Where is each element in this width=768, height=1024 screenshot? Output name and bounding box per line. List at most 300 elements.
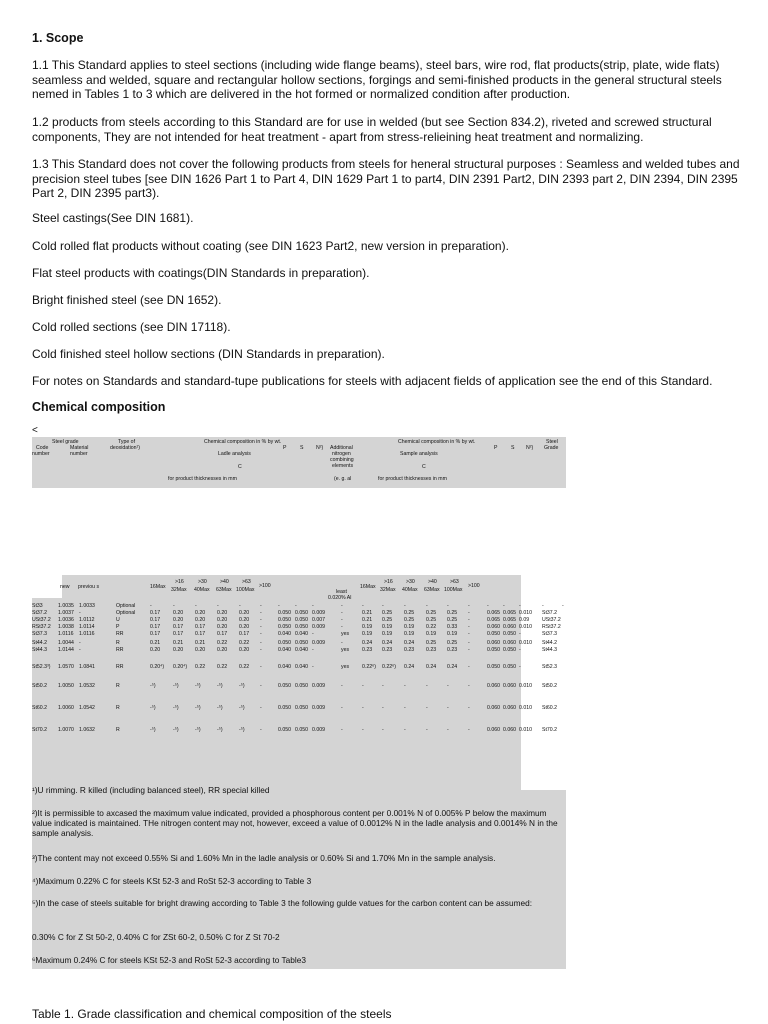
- footnote-6: ⁶Maximum 0.24% C for steels KSt 52-3 and RoSt 52-3 according to Table3: [32, 955, 306, 965]
- table-cell: 1.0038: [58, 624, 74, 630]
- header-code: Code: [36, 445, 49, 451]
- table-cell: -: [447, 603, 449, 609]
- table-cell: 0.17: [239, 631, 250, 637]
- table-cell: 0.050: [487, 664, 500, 670]
- table-cell: 0.23: [426, 647, 437, 653]
- chemical-composition-heading: Chemical composition: [32, 400, 166, 414]
- table-cell: 0.050: [278, 610, 291, 616]
- subhead-ladle-40: 40Max: [194, 587, 210, 593]
- table-cell: 0.17: [217, 631, 228, 637]
- table-cell: 0.20: [173, 647, 184, 653]
- table-cell: 1.0532: [79, 683, 95, 689]
- scope-heading: 1. Scope: [32, 31, 84, 45]
- table-cell: -⁵): [239, 727, 245, 733]
- table-cell: Optional: [116, 603, 136, 609]
- table-cell: 0.010: [519, 624, 532, 630]
- table-cell: -: [150, 603, 152, 609]
- table-cell: 0.060: [503, 683, 516, 689]
- table-cell: -: [312, 664, 314, 670]
- table-cell: -: [260, 705, 262, 711]
- footnote-4: ⁴)Maximum 0.22% C for steels KSt 52-3 and RoSt 52-3 according to Table 3: [32, 876, 312, 886]
- table-cell: -: [260, 727, 262, 733]
- table-cell: -: [447, 683, 449, 689]
- table-cell: 0.21: [362, 610, 373, 616]
- table-cell: USt37.2: [32, 617, 51, 623]
- table-cell: -: [362, 727, 364, 733]
- table-cell: -: [447, 705, 449, 711]
- table-cell: 0.20: [239, 647, 250, 653]
- table-cell: 0.21: [195, 640, 206, 646]
- table-cell: 0.20: [217, 647, 228, 653]
- table-row: [32, 631, 566, 638]
- table-cell: 0.060: [487, 727, 500, 733]
- cold-rolled-flat-line: Cold rolled flat products without coating (see DIN 1623 Part2, new version in preparation).: [32, 239, 509, 253]
- table-cell: -: [562, 603, 564, 609]
- table-row: [32, 640, 566, 647]
- table-cell: RR: [116, 664, 124, 670]
- table-cell: -: [260, 683, 262, 689]
- table-cell: 0.040: [278, 631, 291, 637]
- table-cell: 0.010: [519, 683, 532, 689]
- subhead-sample-gt40: >40: [428, 579, 437, 585]
- table-cell: 0.050: [295, 683, 308, 689]
- table-cell: 1.0033: [79, 603, 95, 609]
- table-cell: yes: [341, 664, 350, 670]
- table-cell: 0.24: [404, 664, 415, 670]
- table-cell: 0.060: [503, 640, 516, 646]
- table-cell: 0.17: [150, 610, 161, 616]
- table-header-band: [32, 437, 566, 488]
- table-cell: 0.22: [239, 640, 250, 646]
- table-cell: -: [468, 664, 470, 670]
- table-cell: St44.2: [32, 640, 47, 646]
- table-cell: -: [519, 647, 521, 653]
- table-cell: 0.25: [404, 610, 415, 616]
- table-row: [32, 647, 566, 654]
- table-cell: RR: [116, 631, 124, 637]
- table-cell: 0.19: [362, 631, 373, 637]
- table-cell: -⁵): [239, 683, 245, 689]
- table-cell: 0.23: [404, 647, 415, 653]
- table-cell: 0.060: [503, 624, 516, 630]
- table-cell: -: [468, 610, 470, 616]
- header-chem-comp-ladle: Chemical composition in % by wt.: [204, 439, 282, 445]
- header-p-sample: P: [494, 445, 498, 451]
- table-cell: St33: [32, 603, 43, 609]
- table-cell: 0.060: [487, 640, 500, 646]
- table-cell: 0.25: [426, 640, 437, 646]
- table-cell: -: [404, 683, 406, 689]
- subhead-least: least: [336, 589, 347, 595]
- table-cell: 0.20: [239, 610, 250, 616]
- table-cell: -⁵): [217, 727, 223, 733]
- table-cell: -⁵): [150, 705, 156, 711]
- table-cell: 0.21: [173, 640, 184, 646]
- table-cell: 0.040: [295, 647, 308, 653]
- table-cell: 1.0044: [58, 640, 74, 646]
- table-cell: 0.19: [404, 631, 415, 637]
- table-cell: -: [426, 683, 428, 689]
- table-cell: 0.20: [195, 610, 206, 616]
- header-type-of: Type of: [118, 439, 136, 445]
- table-cell: 0.040: [278, 664, 291, 670]
- table-cell: 0.20: [217, 610, 228, 616]
- header-combining: combining: [330, 457, 354, 463]
- table-cell: -⁵): [195, 683, 201, 689]
- table-cell: -: [468, 640, 470, 646]
- table-cell: RSt37.2: [32, 624, 51, 630]
- table-cell: -: [468, 617, 470, 623]
- table-cell: -⁵): [217, 683, 223, 689]
- header-chem-comp-sample: Chemical composition in % by wt.: [398, 439, 476, 445]
- table-cell: 0.050: [295, 624, 308, 630]
- table-cell: -: [468, 631, 470, 637]
- table-cell: -: [260, 640, 262, 646]
- table-cell: -: [426, 705, 428, 711]
- table-cell: 1.0632: [79, 727, 95, 733]
- table-cell: 0.17: [150, 617, 161, 623]
- table-cell: -: [382, 727, 384, 733]
- table-cell: -: [260, 610, 262, 616]
- table-cell: St37.2: [32, 610, 47, 616]
- header-steel: Steel: [546, 439, 558, 445]
- table-cell: 0.25: [404, 617, 415, 623]
- table-cell: R: [116, 683, 120, 689]
- table-cell: St70.2: [32, 727, 47, 733]
- table-cell: 0.050: [295, 640, 308, 646]
- table-cell: 0.19: [447, 631, 458, 637]
- table-cell: 0.009: [312, 683, 325, 689]
- table-cell: 0.33: [447, 624, 458, 630]
- table-cell: 1.0035: [58, 603, 74, 609]
- header-steel-grade: Steel grade: [52, 439, 79, 445]
- table-cell: 0.21: [362, 617, 373, 623]
- table-cell: 0.065: [503, 610, 516, 616]
- table-cell: R: [116, 705, 120, 711]
- table-cell: -: [468, 683, 470, 689]
- header-sample-analysis: Sample analysis: [400, 451, 438, 457]
- header-n-sample: N²): [526, 445, 534, 451]
- table-cell: 0.23: [382, 647, 393, 653]
- table-cell: -: [519, 603, 521, 609]
- table-cell: -: [341, 610, 343, 616]
- table-cell: 0.20: [195, 647, 206, 653]
- subhead-sample-16: 16Max: [360, 584, 376, 590]
- header-ladle-analysis: Ladle analysis: [218, 451, 251, 457]
- table-cell: 1.0060: [58, 705, 74, 711]
- table-cell: -⁵): [150, 727, 156, 733]
- table-cell: 0.22: [217, 640, 228, 646]
- table-cell: -: [260, 603, 262, 609]
- table-blank-right: [521, 575, 566, 598]
- table-cell: yes: [341, 631, 350, 637]
- steel-castings-line: Steel castings(See DIN 1681).: [32, 211, 194, 225]
- subhead-ladle-63: 63Max: [216, 587, 232, 593]
- table-cell: -: [341, 705, 343, 711]
- table-cell: 0.009: [312, 727, 325, 733]
- table-cell: St44.2: [542, 640, 557, 646]
- table-cell: 0.050: [295, 610, 308, 616]
- table-cell: 1.0112: [79, 617, 95, 623]
- table-cell: 0.22⁶): [382, 664, 396, 670]
- table-cell: St60.2: [32, 705, 47, 711]
- footnote-3: ³)The content may not exceed 0.55% Si and 1.60% Mn in the ladle analysis or 0.60% Si and 1.70% Mn in the sample analysis.: [32, 853, 496, 863]
- table-cell: -: [382, 683, 384, 689]
- table-cell: St44.3: [542, 647, 557, 653]
- subhead-sample-gt16: >16: [384, 579, 393, 585]
- table-cell: 0.23: [362, 647, 373, 653]
- table-cell: 0.17: [173, 624, 184, 630]
- table-cell: -: [79, 647, 81, 653]
- cold-rolled-sections-line: Cold rolled sections (see DIN 17118).: [32, 320, 231, 334]
- table-cell: 0.19: [426, 631, 437, 637]
- table-cell: 0.21: [150, 640, 161, 646]
- table-cell: -: [239, 603, 241, 609]
- table-cell: 0.065: [487, 617, 500, 623]
- table-cell: 1.0116: [79, 631, 95, 637]
- table-cell: -: [278, 603, 280, 609]
- table-cell: -: [260, 647, 262, 653]
- subhead-ladle-gt100: >100: [259, 583, 271, 589]
- footnote-1: ¹)U rimming. R killed (including balanced steel), RR special killed: [32, 785, 270, 795]
- table-cell: St52.3³): [32, 664, 51, 670]
- table-cell: RR: [116, 647, 124, 653]
- table-cell: -: [519, 631, 521, 637]
- table-cell: -: [79, 640, 81, 646]
- coated-flat-line: Flat steel products with coatings(DIN Standards in preparation).: [32, 266, 370, 280]
- table-cell: -: [260, 664, 262, 670]
- table-cell: 0.24: [382, 640, 393, 646]
- table-cell: -: [79, 610, 81, 616]
- table-cell: 0.050: [503, 631, 516, 637]
- table-cell: 0.050: [278, 617, 291, 623]
- table-cell: -: [173, 603, 175, 609]
- hollow-sections-line: Cold finished steel hollow sections (DIN Standards in preparation).: [32, 347, 385, 361]
- scope-paragraph-1-2: 1.2 products from steels according to this Standard are for use in welded (but see Section 834.2), riveted and screwed structural components, They are not intended for heat treatment - apart from stress-relieining heat treatment and normalizing.: [32, 115, 712, 144]
- table-cell: 0.22⁶): [362, 664, 376, 670]
- table-cell: 0.22: [426, 624, 437, 630]
- footnote-5-values: 0.30% C for Z St 50-2, 0.40% C for ZSt 60-2, 0.50% C for Z St 70-2: [32, 932, 280, 942]
- table-cell: -: [341, 727, 343, 733]
- table-cell: R: [116, 640, 120, 646]
- table-cell: R: [116, 727, 120, 733]
- header-nitrogen: nitrogen: [332, 451, 351, 457]
- table-cell: -: [312, 647, 314, 653]
- table-cell: 0.25: [382, 617, 393, 623]
- table-cell: 0.24: [404, 640, 415, 646]
- subhead-new: new: [60, 584, 70, 590]
- table-cell: 0.065: [503, 617, 516, 623]
- table-cell: -⁵): [195, 727, 201, 733]
- table-cell: -⁵): [173, 727, 179, 733]
- table-cell: -: [468, 647, 470, 653]
- table-cell: -: [195, 603, 197, 609]
- table-cell: 0.20⁴): [150, 664, 165, 670]
- table-cell: 1.0116: [58, 631, 74, 637]
- table-cell: Optional: [116, 610, 136, 616]
- header-material: Material: [70, 445, 89, 451]
- table-cell: 1.0570: [58, 664, 74, 670]
- table-cell: 0.009: [312, 610, 325, 616]
- table-cell: 0.050: [278, 683, 291, 689]
- footnote-5: ⁵)In the case of steels suitable for bright drawing according to Table 3 the following gulde vatues for the carbon content can be assumed:: [32, 898, 533, 908]
- header-eg-al: (e. g. al: [334, 476, 352, 482]
- subhead-ladle-gt16: >16: [175, 579, 184, 585]
- table-cell: 0.050: [295, 727, 308, 733]
- table-cell: 0.17: [150, 624, 161, 630]
- table-cell: 0.24: [426, 664, 437, 670]
- subhead-sample-40: 40Max: [402, 587, 418, 593]
- table-cell: 0.050: [278, 705, 291, 711]
- subhead-ladle-gt40: >40: [220, 579, 229, 585]
- table-cell: -⁵): [173, 705, 179, 711]
- table-cell: -⁵): [239, 705, 245, 711]
- table-cell: -: [362, 683, 364, 689]
- notes-line: For notes on Standards and standard-tupe publications for steels with adjacent fields of application see the end of this Standard.: [32, 374, 713, 388]
- table-cell: 0.050: [278, 727, 291, 733]
- table-cell: 1.0050: [58, 683, 74, 689]
- table-cell: St60.2: [542, 705, 557, 711]
- table-cell: -: [468, 603, 470, 609]
- table-cell: 0.040: [295, 631, 308, 637]
- table-cell: 0.25: [447, 617, 458, 623]
- table-cell: -: [404, 727, 406, 733]
- table-cell: -: [217, 603, 219, 609]
- header-additional: Additional: [330, 445, 353, 451]
- table-cell: St50.2: [542, 683, 557, 689]
- header-thickness-ladle: for product thicknesses in mm: [168, 476, 237, 482]
- table-cell: -: [487, 603, 489, 609]
- table-cell: 0.25: [382, 610, 393, 616]
- subhead-sample-gt63: >63: [450, 579, 459, 585]
- table-cell: -: [341, 640, 343, 646]
- footnote-2: ²)It is permissible to axcased the maximum value indicated, provided a phosphorous content per 0.001% N of 0.005% P below the maximum value indicated is maintained. THe nitrogen content may not, however, exceed a value of 0.0012% N in the ladle analysis and 0.0014% N in the sample analysis.: [32, 808, 558, 838]
- table-cell: USt37.2: [542, 617, 561, 623]
- table-row: [32, 610, 566, 617]
- table-cell: -: [362, 603, 364, 609]
- header-s-sample: S: [511, 445, 515, 451]
- subhead-sample-32: 32Max: [380, 587, 396, 593]
- composition-table: [32, 575, 566, 969]
- table-cell: 0.20: [239, 617, 250, 623]
- table-cell: -: [341, 603, 343, 609]
- table-cell: 0.25: [426, 617, 437, 623]
- table-cell: -: [468, 624, 470, 630]
- table-cell: 0.050: [487, 631, 500, 637]
- table-cell: St37.2: [542, 610, 557, 616]
- table-cell: 0.22: [239, 664, 250, 670]
- subhead-al: 0.020% Al: [328, 595, 352, 601]
- table-cell: -: [404, 705, 406, 711]
- table-cell: 1.0070: [58, 727, 74, 733]
- subhead-ladle-gt30: >30: [198, 579, 207, 585]
- table-row: [32, 624, 566, 631]
- table-cell: -: [312, 631, 314, 637]
- table-cell: 0.050: [295, 617, 308, 623]
- table-cell: -: [519, 664, 521, 670]
- table-cell: 0.20⁴): [173, 664, 188, 670]
- table-cell: 0.050: [278, 624, 291, 630]
- table-cell: 0.050: [487, 647, 500, 653]
- table-cell: St44.3: [32, 647, 47, 653]
- subhead-ladle-32: 32Max: [171, 587, 187, 593]
- table-cell: 0.19: [362, 624, 373, 630]
- table-cell: 0.040: [295, 664, 308, 670]
- table-cell: 0.060: [487, 705, 500, 711]
- table-cell: -: [260, 631, 262, 637]
- table-row: [32, 603, 566, 610]
- header-thickness-sample: for product thicknesses in mm: [378, 476, 447, 482]
- table-cell: 0.19: [382, 631, 393, 637]
- table-cell: -: [341, 683, 343, 689]
- table-cell: -: [382, 705, 384, 711]
- stray-character: <: [32, 425, 38, 436]
- table-cell: 0.050: [295, 705, 308, 711]
- table-cell: 1.0542: [79, 705, 95, 711]
- subhead-ladle-100: 100Max: [236, 587, 255, 593]
- table-cell: 0.25: [426, 610, 437, 616]
- table-cell: 0.065: [487, 610, 500, 616]
- table-cell: -: [503, 603, 505, 609]
- header-code-number: number: [32, 451, 50, 457]
- table-row: [32, 727, 566, 734]
- table-cell: 0.20: [173, 617, 184, 623]
- scope-paragraph-1-3: 1.3 This Standard does not cover the following products from steels for heneral structural purposes : Seamless and welded tubes and precision steel tubes [see DIN 1626 Part 1 to Part 4, DIN 1629 Part 1 to part4, DIN 2391 Part2, DIN 2393 part 2, DIN 2394, DIN 2395 Part 2, DIN 2395 part3).: [32, 157, 740, 200]
- table-cell: 0.19: [382, 624, 393, 630]
- table-cell: -: [362, 705, 364, 711]
- table-cell: 0.17: [173, 631, 184, 637]
- table-cell: 0.17: [150, 631, 161, 637]
- table-cell: -: [341, 624, 343, 630]
- table-cell: 0.060: [503, 705, 516, 711]
- table-cell: 0.060: [487, 683, 500, 689]
- subhead-sample-100: 100Max: [444, 587, 463, 593]
- table-cell: 0.009: [312, 705, 325, 711]
- table-cell: 0.25: [447, 640, 458, 646]
- table-cell: yes: [341, 647, 350, 653]
- bright-finished-line: Bright finished steel (see DN 1652).: [32, 293, 222, 307]
- table-cell: -⁵): [195, 705, 201, 711]
- table-cell: 0.25: [447, 610, 458, 616]
- table-cell: U: [116, 617, 120, 623]
- table-cell: 0.050: [503, 664, 516, 670]
- table-cell: -⁵): [173, 683, 179, 689]
- table-cell: -: [404, 603, 406, 609]
- table-cell: 0.24: [362, 640, 373, 646]
- table-cell: -: [382, 603, 384, 609]
- header-p-ladle: P: [283, 445, 287, 451]
- table-cell: -: [468, 705, 470, 711]
- header-c-ladle: C: [238, 464, 242, 470]
- header-deoxidation: deoxidation¹): [110, 445, 140, 451]
- table-cell: 1.0144: [58, 647, 74, 653]
- header-n-ladle: N²): [316, 445, 324, 451]
- table-cell: -: [260, 624, 262, 630]
- table-cell: 0.22: [195, 664, 206, 670]
- table-cell: 0.050: [278, 640, 291, 646]
- table-cell: 0.050: [503, 647, 516, 653]
- table-cell: 0.040: [278, 647, 291, 653]
- table-cell: -: [426, 727, 428, 733]
- table-cell: 0.009: [312, 640, 325, 646]
- table-cell: -⁵): [150, 683, 156, 689]
- table-row: [32, 705, 566, 712]
- table-cell: -⁵): [217, 705, 223, 711]
- table-cell: -: [542, 603, 544, 609]
- table-cell: 1.0036: [58, 617, 74, 623]
- subhead-sample-gt30: >30: [406, 579, 415, 585]
- table-cell: 0.007: [312, 617, 325, 623]
